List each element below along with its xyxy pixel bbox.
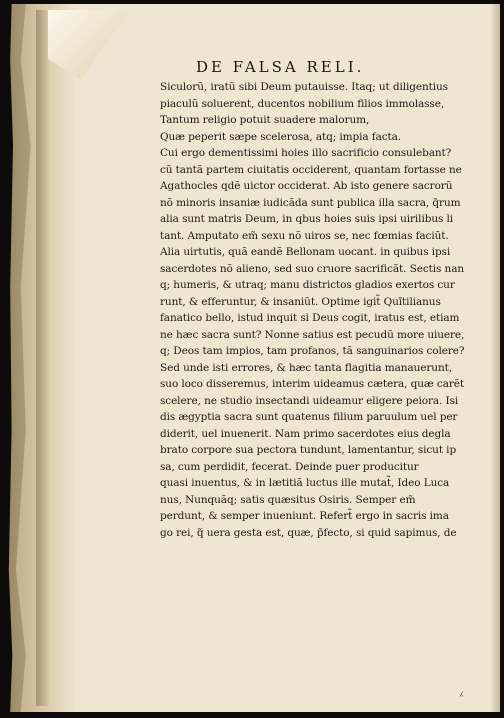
text-line: sacerdotes nõ alieno, sed suo cruore sacrificãt. Sectis nan (160, 262, 465, 275)
text-line: cũ tantã partem ciuitatis occiderent, quantam fortasse ne (160, 163, 462, 176)
text-line: ne hæc sacra sunt? Nonne satius est pecudũ more uiuere, (160, 328, 465, 341)
text-line: alia sunt matris Deum, in qbus hoies suis ipsi uirilibus li (160, 213, 454, 225)
text-line: tant. Amputato em̃ sexu nõ uiros se, nec fœmias faciũt. (160, 229, 449, 242)
text-line: nus, Nunquãq; satis quæsitus Osiris. Semper em̃ (160, 493, 416, 506)
text-line: Tantum religio potuit suadere malorum, (160, 114, 370, 126)
text-line: sa, cum perdidit, fecerat. Deinde puer producitur (160, 460, 419, 473)
text-line: suo loco disseremus, interim uideamus cætera, quæ carẽt (160, 378, 465, 390)
text-line: Agathocles qdẽ uictor occiderat. Ab isto genere sacrorũ (160, 180, 453, 192)
text-line: go rei, q̃ uera gesta est, quæ, p̃fecto, si quid sapimus, de (160, 526, 457, 539)
page-edge-shadow (36, 10, 50, 706)
text-line: q; humeris, & utraq; manu districtos gladios exertos cur (160, 279, 455, 291)
right-edge-shade (490, 4, 500, 712)
text-line: fanatico bello, istud inquit si Deus cogit, iratus est, etiam (160, 312, 460, 324)
text-line: Alia uirtutis, quã eandẽ Bellonam uocant. in quibus ipsi (160, 246, 451, 258)
body-text (160, 79, 490, 541)
text-line: scelere, ne studio insectandi uideamur eligere peiora. Isi (160, 394, 459, 407)
text-line: q; Deos tam impios, tam profanos, tã sanguinarios colere? (160, 345, 465, 357)
text-line: Quæ peperit sæpe scelerosa, atq; impia facta. (160, 130, 402, 143)
text-line: dis ægyptia sacra sunt quatenus filium paruulum uel per (160, 411, 458, 423)
text-line: piaculũ soluerent, ducentos nobilium filios immolasse, (160, 97, 445, 110)
text-line: Siculorũ, iratũ sibi Deum putauisse. Itaq; ut diligentius (160, 81, 448, 93)
text-line: Sed unde isti errores, & hæc tanta flagitia manauerunt, (160, 361, 452, 374)
text-line: brato corpore sua pectora tundunt, lamentantur, sicut ip (160, 444, 457, 456)
running-header: DE FALSA RELI. (196, 58, 365, 76)
text-line: diderit, uel inuenerit. Nam primo sacerdotes eius degla (160, 427, 451, 440)
text-line: perdunt, & semper inueniunt. Refert̃ ergo in sacris ima (160, 510, 449, 522)
text-line: Cui ergo dementissimi hoies illo sacrificio consulebant? (160, 147, 452, 159)
signature-mark: ⁁ (460, 684, 463, 697)
text-line: nõ minoris insaniæ iudicãda sunt publica illa sacra, q̃rum (160, 196, 461, 209)
text-line: runt, & efferuntur, & insaniũt. Optime igit̃ Quĩtilianus (160, 295, 441, 308)
text-line: quasi inuentus, & in lætitiã luctus ille mutat̃, Ideo Luca (160, 477, 450, 489)
